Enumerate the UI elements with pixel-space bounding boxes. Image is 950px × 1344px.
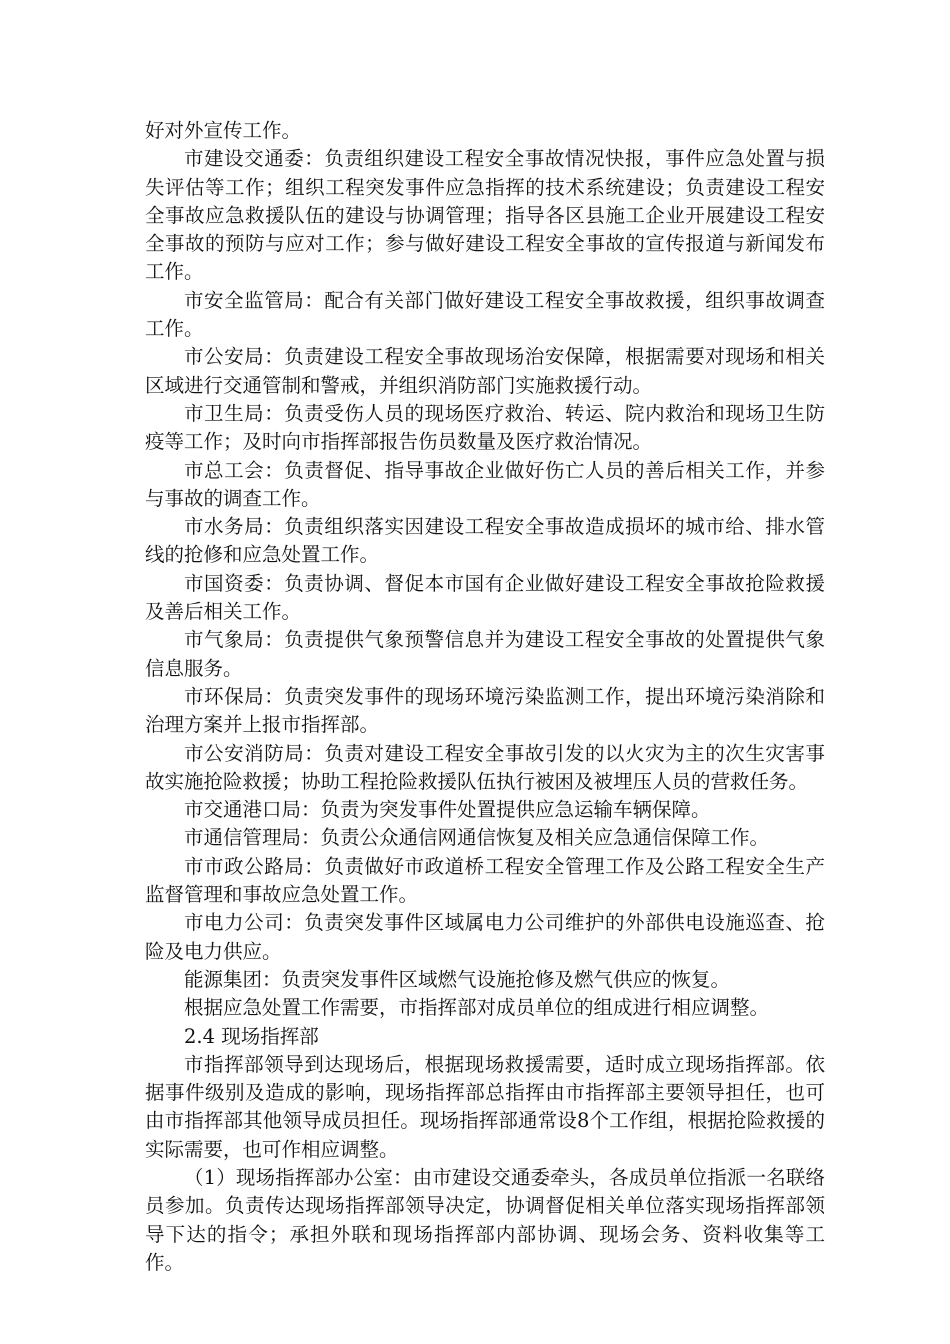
paragraph-fire-bureau: 市公安消防局：负责对建设工程安全事故引发的以火灾为主的次生灾害事故实施抢险救援；协助工程抢险救援队伍执行被困及被埋压人员的营救任务。 <box>145 741 825 793</box>
paragraph-site-command-intro: 市指挥部领导到达现场后，根据现场救援需要，适时成立现场指挥部。依据事件级别及造成的影响，现场指挥部总指挥由市指挥部主要领导担任，也可由市指挥部其他领导成员担任。现场指挥部通常设8个工作组，根据抢险救援的实际需要，也可作相应调整。 <box>145 1052 825 1161</box>
paragraph-site-command-office: （1）现场指挥部办公室：由市建设交通委牵头，各成员单位指派一名联络员参加。负责传达现场指挥部领导决定，协调督促相关单位落实现场指挥部领导下达的指令；承担外联和现场指挥部内部协调、现场会务、资料收集等工作。 <box>145 1165 825 1274</box>
paragraph-municipal-highway-bureau: 市市政公路局：负责做好市政道桥工程安全管理工作及公路工程安全生产监督管理和事故应急处置工作。 <box>145 854 825 907</box>
paragraph-construction-transport-commission: 市建设交通委：负责组织建设工程安全事故情况快报，事件应急处置与损失评估等工作；组织工程突发事件应急指挥的技术系统建设；负责建设工程安全事故应急救援队伍的建设与协调管理；指导各区县施工企业开展建设工程安全事故的预防与应对工作；参与做好建设工程安全事故的宣传报道与新闻发布工作。 <box>145 147 825 284</box>
paragraph-energy-group: 能源集团：负责突发事件区域燃气设施抢修及燃气供应的恢复。 <box>184 967 731 991</box>
paragraph-federation-of-trade-unions: 市总工会：负责督促、指导事故企业做好伤亡人员的善后相关工作，并参与事故的调查工作。 <box>145 458 825 510</box>
paragraph-water-affairs-bureau: 市水务局：负责组织落实因建设工程安全事故造成损坏的城市给、排水管线的抢修和应急处置工作。 <box>145 515 825 567</box>
paragraph-continuation: 好对外宣传工作。 <box>145 119 302 142</box>
paragraph-safety-supervision-bureau: 市安全监管局：配合有关部门做好建设工程安全事故救援，组织事故调查工作。 <box>145 288 825 341</box>
paragraph-adjustment-note: 根据应急处置工作需要，市指挥部对成员单位的组成进行相应调整。 <box>184 996 770 1020</box>
document-body <box>145 117 825 1277</box>
paragraph-public-security-bureau: 市公安局：负责建设工程安全事故现场治安保障，根据需要对现场和相关区域进行交通管制和警戒，并组织消防部门实施救援行动。 <box>145 345 825 397</box>
section-heading: 2.4 现场指挥部 <box>184 1024 319 1048</box>
paragraph-transport-port-bureau: 市交通港口局：负责为突发事件处置提供应急运输车辆保障。 <box>184 798 711 822</box>
paragraph-communications-bureau: 市通信管理局：负责公众通信网通信恢复及相关应急通信保障工作。 <box>184 826 770 850</box>
paragraph-electric-power-company: 市电力公司：负责突发事件区域属电力公司维护的外部供电设施巡查、抢险及电力供应。 <box>145 911 825 963</box>
paragraph-state-assets-commission: 市国资委：负责协调、督促本市国有企业做好建设工程安全事故抢险救援及善后相关工作。 <box>145 571 825 624</box>
paragraph-environmental-protection-bureau: 市环保局：负责突发事件的现场环境污染监测工作，提出环境污染消除和治理方案并上报市指挥部。 <box>145 684 825 737</box>
paragraph-meteorological-bureau: 市气象局：负责提供气象预警信息并为建设工程安全事故的处置提供气象信息服务。 <box>145 628 825 680</box>
paragraph-health-bureau: 市卫生局：负责受伤人员的现场医疗救治、转运、院内救治和现场卫生防疫等工作；及时向市指挥部报告伤员数量及医疗救治情况。 <box>145 401 825 454</box>
